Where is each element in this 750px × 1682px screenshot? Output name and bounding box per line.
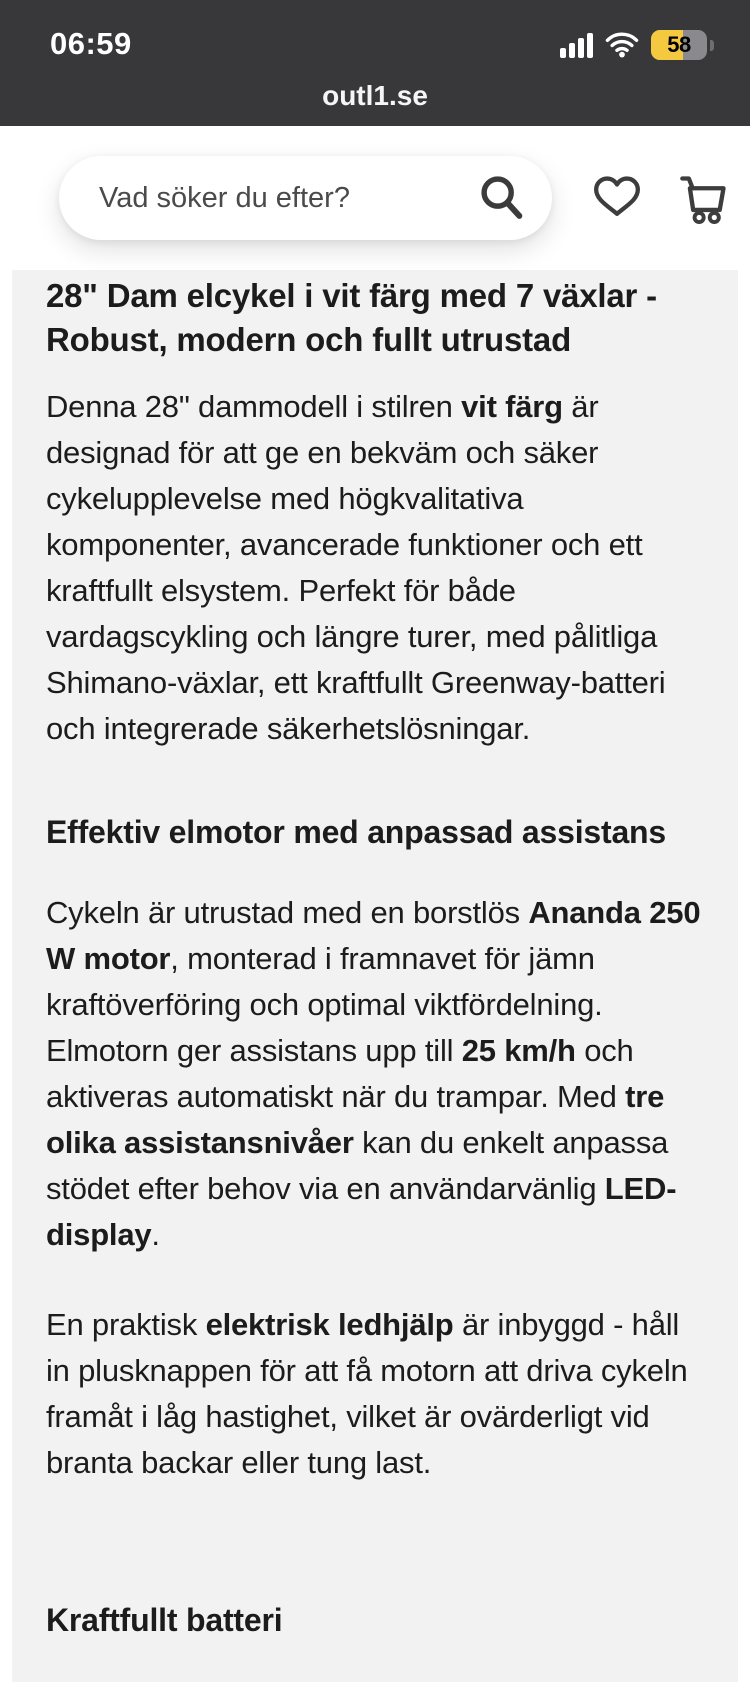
walk-assist-paragraph: En praktisk elektrisk ledhjälp är inbyggd - håll in plusknappen för att få motorn att driva cykeln framåt i låg hastighet, vilket är ovärderligt vid branta backar eller tung last. (46, 1307, 688, 1480)
battery-section-heading: Kraftfullt batteri (46, 1602, 283, 1638)
battery-cap (710, 40, 714, 51)
status-bar (0, 0, 750, 126)
wifi-icon (605, 32, 639, 58)
heart-icon (592, 209, 642, 224)
motor-paragraph: Cykeln är utrustad med en borstlös Ananda 250 W motor, monterad i framnavet för jämn kraftöverföring och optimal viktfördelning. Elmotorn ger assistans upp till 25 km/h och aktiveras automatiskt när du trampar. Med tre olika assistansnivåer kan du enkelt anpassa stödet efter behov via en användarvänlig LED-display. (46, 895, 701, 1252)
search-bar[interactable] (59, 156, 552, 240)
search-button[interactable] (476, 172, 528, 224)
motor-section-heading: Effektiv elmotor med anpassad assistans (46, 814, 666, 850)
browser-url[interactable]: outl1.se (322, 80, 428, 111)
search-input[interactable] (99, 182, 476, 215)
battery-icon (651, 30, 707, 60)
search-icon (476, 212, 528, 227)
battery-percentage: 58 (667, 32, 691, 57)
status-icons (560, 30, 714, 60)
shop-header (0, 126, 750, 270)
product-description-section (12, 270, 738, 1682)
cellular-signal-icon (560, 33, 593, 58)
intro-paragraph: Denna 28" dammodell i stilren vit färg är designad för att ge en bekväm och säker cykelupplevelse med högkvalitativa komponenter, avancerade funktioner och ett kraftfullt elsystem. Perfekt för både vardagscykling och längre turer, med pålitliga Shimano-växlar, ett kraftfullt Greenway-batteri och integrerade säkerhetslösningar. (46, 389, 666, 746)
favorites-button[interactable] (592, 175, 642, 221)
clock: 06:59 (50, 26, 132, 61)
cart-button[interactable] (678, 172, 730, 224)
shopping-cart-icon (678, 212, 730, 227)
product-title: 28" Dam elcykel i vit färg med 7 växlar - Robust, modern och fullt utrustad (46, 277, 657, 358)
